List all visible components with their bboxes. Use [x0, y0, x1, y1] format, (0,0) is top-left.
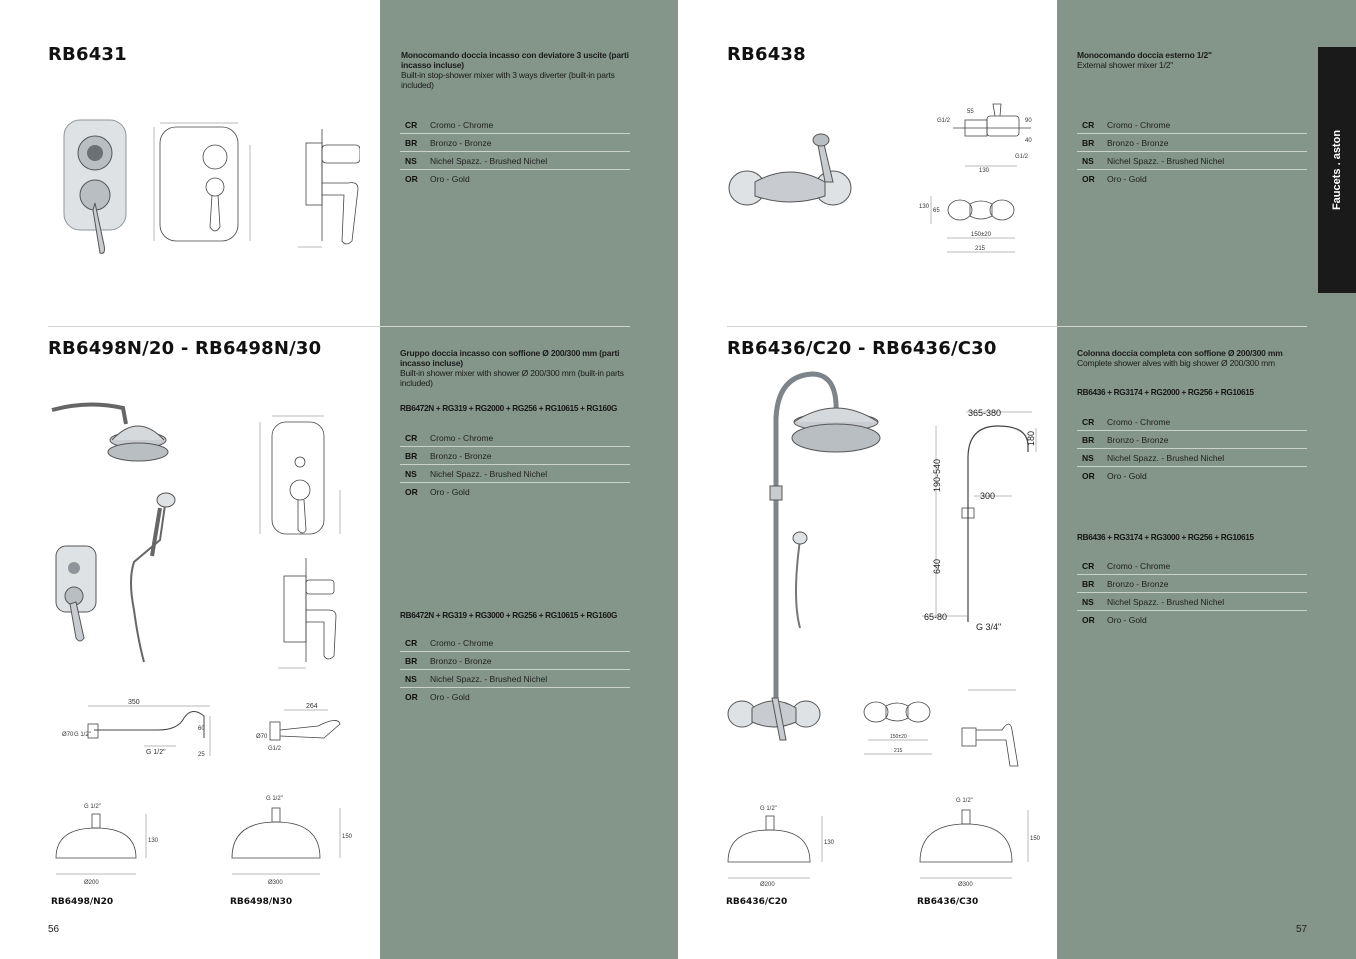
shower-head-label-n30: RB6498/N30	[230, 897, 293, 907]
svg-text:G 1/2": G 1/2"	[760, 806, 777, 812]
svg-text:G 1/2": G 1/2"	[956, 798, 973, 804]
finish-row: OR Oro - Gold	[405, 487, 470, 497]
finish-row: BR Bronzo - Bronze	[1077, 431, 1307, 449]
svg-text:640: 640	[932, 558, 942, 574]
finish-table-rb6438	[1077, 116, 1307, 188]
svg-text:G1/2: G1/2	[1015, 154, 1029, 160]
right-page-divider	[727, 326, 1307, 327]
svg-text:65: 65	[933, 208, 940, 214]
finish-row: NS Nichel Spazz. - Brushed Nichel	[1077, 152, 1307, 170]
product-description-rb6498n: Gruppo doccia incasso con soffione Ø 200/300 mm (parti incasso incluse) Built-in shower mixer with shower Ø 200/300 mm (built-in parts included)	[400, 348, 624, 388]
finish-row: CR Cromo - Chrome	[1077, 116, 1307, 134]
finish-row: NS Nichel Spazz. - Brushed Nichel	[1077, 449, 1307, 467]
svg-text:215: 215	[894, 748, 903, 754]
svg-text:Ø70: Ø70	[62, 732, 74, 738]
finish-row: OR Oro - Gold	[405, 692, 470, 702]
finish-table-rb6498n-b	[400, 634, 630, 706]
svg-text:150: 150	[1030, 836, 1041, 842]
svg-text:365-380: 365-380	[968, 408, 1002, 418]
svg-text:150±20: 150±20	[890, 734, 907, 740]
svg-text:300: 300	[980, 491, 996, 501]
product-description-rb6438: Monocomando doccia esterno 1/2" External shower mixer 1/2"	[1077, 50, 1212, 70]
svg-text:130: 130	[824, 840, 835, 846]
product-combination-2: RB6436 + RG3174 + RG3000 + RG256 + RG10615	[1077, 533, 1254, 542]
svg-text:Ø300: Ø300	[958, 882, 973, 888]
section-side-tab: Faucets . aston	[1318, 47, 1356, 293]
rb6498n-product-drawings	[48, 390, 368, 900]
svg-text:60: 60	[198, 726, 205, 732]
svg-text:G1/2: G1/2	[937, 118, 951, 124]
product-code-rb6431: RB6431	[48, 44, 127, 65]
shower-head-label-c20: RB6436/C20	[726, 897, 788, 907]
finish-row: CR Cromo - Chrome	[1077, 413, 1307, 431]
rb6436-product-drawings	[722, 368, 1042, 900]
svg-text:25: 25	[198, 752, 205, 758]
product-code-rb6438: RB6438	[727, 44, 806, 65]
svg-text:350: 350	[128, 699, 140, 706]
finish-row: NS Nichel Spazz. - Brushed Nichel	[400, 670, 630, 688]
shower-head-label-c30: RB6436/C30	[917, 897, 979, 907]
rb6438-product-drawings	[725, 100, 1045, 265]
svg-text:Ø300: Ø300	[268, 880, 283, 886]
product-combination-1: RB6472N + RG319 + RG2000 + RG256 + RG10615 + RG160G	[400, 404, 618, 413]
finish-row: CR Cromo - Chrome	[400, 634, 630, 652]
svg-text:Ø70: Ø70	[256, 734, 268, 740]
svg-text:130: 130	[919, 204, 930, 210]
finish-row: OR Oro - Gold	[1082, 615, 1147, 625]
finish-row: NS Nichel Spazz. - Brushed Nichel	[400, 465, 630, 483]
page-number-left: 56	[48, 924, 60, 935]
finish-table-rb6431	[400, 116, 630, 188]
svg-text:264: 264	[306, 703, 318, 710]
svg-text:130: 130	[979, 168, 990, 174]
svg-text:G1/2: G1/2	[268, 746, 282, 752]
svg-text:130: 130	[148, 838, 159, 844]
finish-row: CR Cromo - Chrome	[1077, 557, 1307, 575]
finish-table-rb6436-b	[1077, 557, 1307, 629]
finish-row: CR Cromo - Chrome	[400, 116, 630, 134]
finish-row: BR Bronzo - Bronze	[400, 447, 630, 465]
finish-row: BR Bronzo - Bronze	[1077, 134, 1307, 152]
finish-row: OR Oro - Gold	[1082, 174, 1147, 184]
rb6431-product-drawings	[60, 115, 360, 260]
page-number-right: 57	[1296, 924, 1308, 935]
finish-row: CR Cromo - Chrome	[400, 429, 630, 447]
svg-text:40: 40	[1025, 138, 1032, 144]
svg-text:G 1/2": G 1/2"	[84, 804, 101, 810]
finish-row: BR Bronzo - Bronze	[1077, 575, 1307, 593]
svg-text:Ø200: Ø200	[84, 880, 99, 886]
product-combination-1: RB6436 + RG3174 + RG2000 + RG256 + RG10615	[1077, 388, 1254, 397]
finish-table-rb6436-a	[1077, 413, 1307, 485]
product-code-rb6498n: RB6498N/20 - RB6498N/30	[48, 338, 322, 359]
finish-row: NS Nichel Spazz. - Brushed Nichel	[400, 152, 630, 170]
svg-text:G 1/2": G 1/2"	[266, 796, 283, 802]
finish-row: NS Nichel Spazz. - Brushed Nichel	[1077, 593, 1307, 611]
product-description-rb6431: Monocomando doccia incasso con deviatore 3 uscite (parti incasso incluse) Built-in stop-shower mixer with 3 ways diverter (built-in parts included)	[401, 50, 629, 90]
svg-text:65-80: 65-80	[924, 612, 948, 622]
product-combination-2: RB6472N + RG319 + RG3000 + RG256 + RG10615 + RG160G	[400, 611, 618, 620]
svg-text:150±20: 150±20	[971, 232, 991, 238]
finish-row: OR Oro - Gold	[1082, 471, 1147, 481]
svg-text:90: 90	[1025, 118, 1032, 124]
svg-text:55: 55	[967, 109, 974, 115]
finish-row: OR Oro - Gold	[405, 174, 470, 184]
svg-text:G 1/2": G 1/2"	[146, 749, 166, 756]
product-code-rb6436: RB6436/C20 - RB6436/C30	[727, 338, 997, 359]
svg-text:G 3/4": G 3/4"	[976, 622, 1002, 632]
svg-text:Ø200: Ø200	[760, 882, 775, 888]
product-description-rb6436: Colonna doccia completa con soffione Ø 200/300 mm Complete shower alves with big shower Ø 200/300 mm	[1077, 348, 1283, 368]
svg-text:215: 215	[975, 246, 986, 252]
svg-text:G 1/2": G 1/2"	[74, 732, 91, 738]
svg-text:180: 180	[1026, 430, 1036, 446]
left-page-divider	[48, 326, 630, 327]
finish-row: BR Bronzo - Bronze	[400, 134, 630, 152]
svg-text:190-540: 190-540	[932, 458, 942, 492]
shower-head-label-n20: RB6498/N20	[51, 897, 114, 907]
svg-text:150: 150	[342, 834, 353, 840]
finish-row: BR Bronzo - Bronze	[400, 652, 630, 670]
finish-table-rb6498n-a	[400, 429, 630, 501]
